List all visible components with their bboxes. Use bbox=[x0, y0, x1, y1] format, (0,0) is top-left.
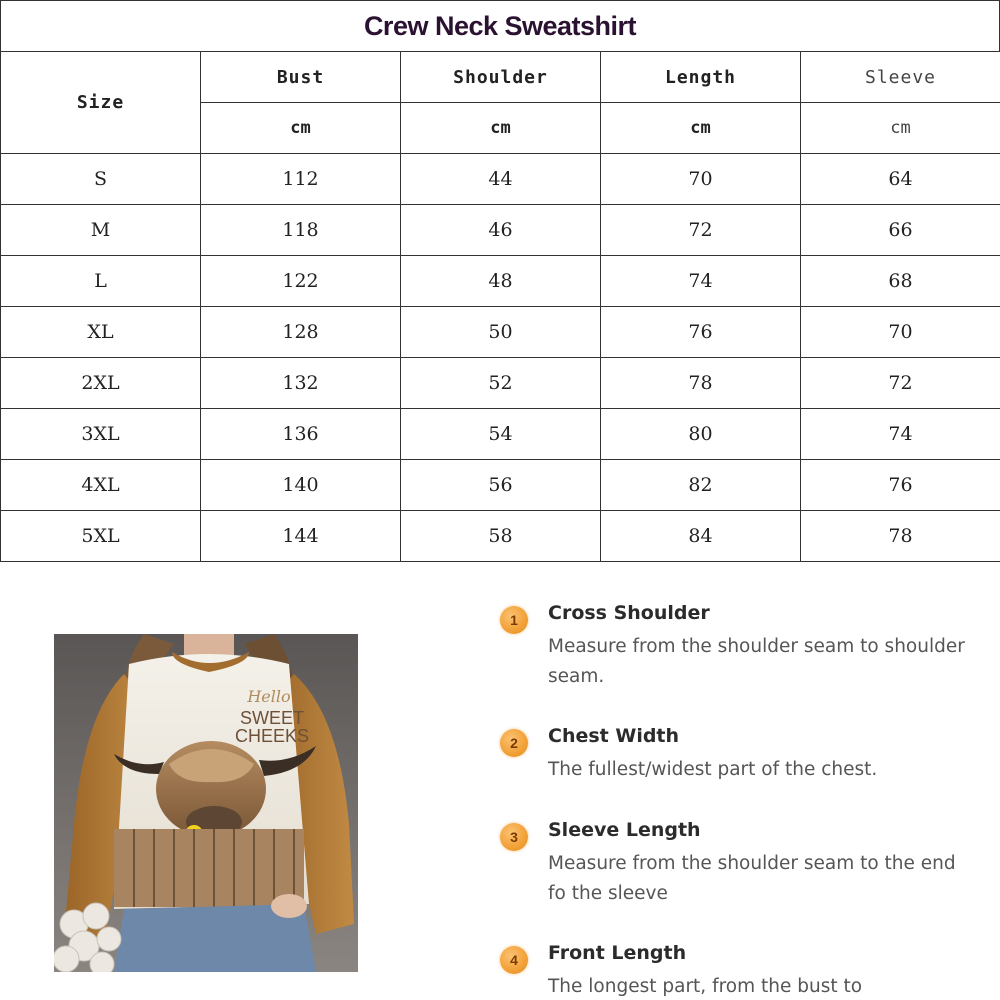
value-cell: 74 bbox=[601, 256, 801, 307]
size-chart-table bbox=[0, 51, 1000, 562]
unit-length: cm bbox=[601, 103, 801, 154]
guide-description: The longest part, from the bust to bbox=[548, 976, 863, 997]
value-cell: 72 bbox=[601, 205, 801, 256]
value-cell: 140 bbox=[201, 460, 401, 511]
measurement-guide bbox=[498, 598, 978, 1000]
table-header-row bbox=[1, 52, 1000, 103]
value-cell: 54 bbox=[401, 409, 601, 460]
unit-shoulder: cm bbox=[401, 103, 601, 154]
svg-text:CHEEKS: CHEEKS bbox=[234, 726, 310, 746]
value-cell: 50 bbox=[401, 307, 601, 358]
value-cell: 136 bbox=[201, 409, 401, 460]
value-cell: 76 bbox=[801, 460, 1000, 511]
size-cell: S bbox=[1, 154, 201, 205]
guide-description: Measure from the shoulder seam to shoulder seam. bbox=[548, 636, 965, 687]
number-badge: 3 bbox=[500, 823, 528, 851]
value-cell: 84 bbox=[601, 511, 801, 562]
size-column-header: Size bbox=[1, 52, 201, 154]
column-header-bust: Bust bbox=[201, 52, 401, 103]
number-badge: 2 bbox=[500, 729, 528, 757]
table-row bbox=[1, 409, 1000, 460]
value-cell: 132 bbox=[201, 358, 401, 409]
value-cell: 76 bbox=[601, 307, 801, 358]
number-badge: 1 bbox=[500, 606, 528, 634]
column-header-shoulder: Shoulder bbox=[401, 52, 601, 103]
size-cell: 3XL bbox=[1, 409, 201, 460]
unit-bust: cm bbox=[201, 103, 401, 154]
value-cell: 78 bbox=[801, 511, 1000, 562]
value-cell: 144 bbox=[201, 511, 401, 562]
value-cell: 58 bbox=[401, 511, 601, 562]
value-cell: 52 bbox=[401, 358, 601, 409]
value-cell: 80 bbox=[601, 409, 801, 460]
value-cell: 128 bbox=[201, 307, 401, 358]
size-cell: XL bbox=[1, 307, 201, 358]
svg-text:Hello: Hello bbox=[247, 687, 291, 706]
table-row bbox=[1, 307, 1000, 358]
value-cell: 68 bbox=[801, 256, 1000, 307]
guide-title: Cross Shoulder bbox=[548, 602, 710, 624]
unit-sleeve: cm bbox=[801, 103, 1000, 154]
table-row bbox=[1, 358, 1000, 409]
value-cell: 78 bbox=[601, 358, 801, 409]
guide-title: Front Length bbox=[548, 942, 687, 964]
size-cell: 2XL bbox=[1, 358, 201, 409]
guide-description: The fullest/widest part of the chest. bbox=[548, 759, 878, 780]
value-cell: 112 bbox=[201, 154, 401, 205]
value-cell: 122 bbox=[201, 256, 401, 307]
size-cell: 4XL bbox=[1, 460, 201, 511]
sweatshirt-illustration bbox=[54, 634, 358, 972]
page-title: Crew Neck Sweatshirt bbox=[0, 0, 1000, 51]
guide-title: Sleeve Length bbox=[548, 819, 701, 841]
size-cell: M bbox=[1, 205, 201, 256]
value-cell: 118 bbox=[201, 205, 401, 256]
table-row bbox=[1, 256, 1000, 307]
guide-title: Chest Width bbox=[548, 725, 680, 747]
value-cell: 66 bbox=[801, 205, 1000, 256]
table-row bbox=[1, 154, 1000, 205]
svg-text:SWEET: SWEET bbox=[239, 708, 305, 728]
size-cell: 5XL bbox=[1, 511, 201, 562]
table-row bbox=[1, 511, 1000, 562]
value-cell: 70 bbox=[601, 154, 801, 205]
value-cell: 74 bbox=[801, 409, 1000, 460]
value-cell: 70 bbox=[801, 307, 1000, 358]
value-cell: 82 bbox=[601, 460, 801, 511]
value-cell: 64 bbox=[801, 154, 1000, 205]
column-header-sleeve: Sleeve bbox=[801, 52, 1000, 103]
size-cell: L bbox=[1, 256, 201, 307]
number-badge: 4 bbox=[500, 946, 528, 974]
value-cell: 56 bbox=[401, 460, 601, 511]
product-photo bbox=[54, 634, 358, 972]
table-row bbox=[1, 205, 1000, 256]
value-cell: 48 bbox=[401, 256, 601, 307]
value-cell: 44 bbox=[401, 154, 601, 205]
column-header-length: Length bbox=[601, 52, 801, 103]
value-cell: 46 bbox=[401, 205, 601, 256]
table-row bbox=[1, 460, 1000, 511]
value-cell: 72 bbox=[801, 358, 1000, 409]
guide-description: Measure from the shoulder seam to the end fo the sleeve bbox=[548, 853, 956, 904]
